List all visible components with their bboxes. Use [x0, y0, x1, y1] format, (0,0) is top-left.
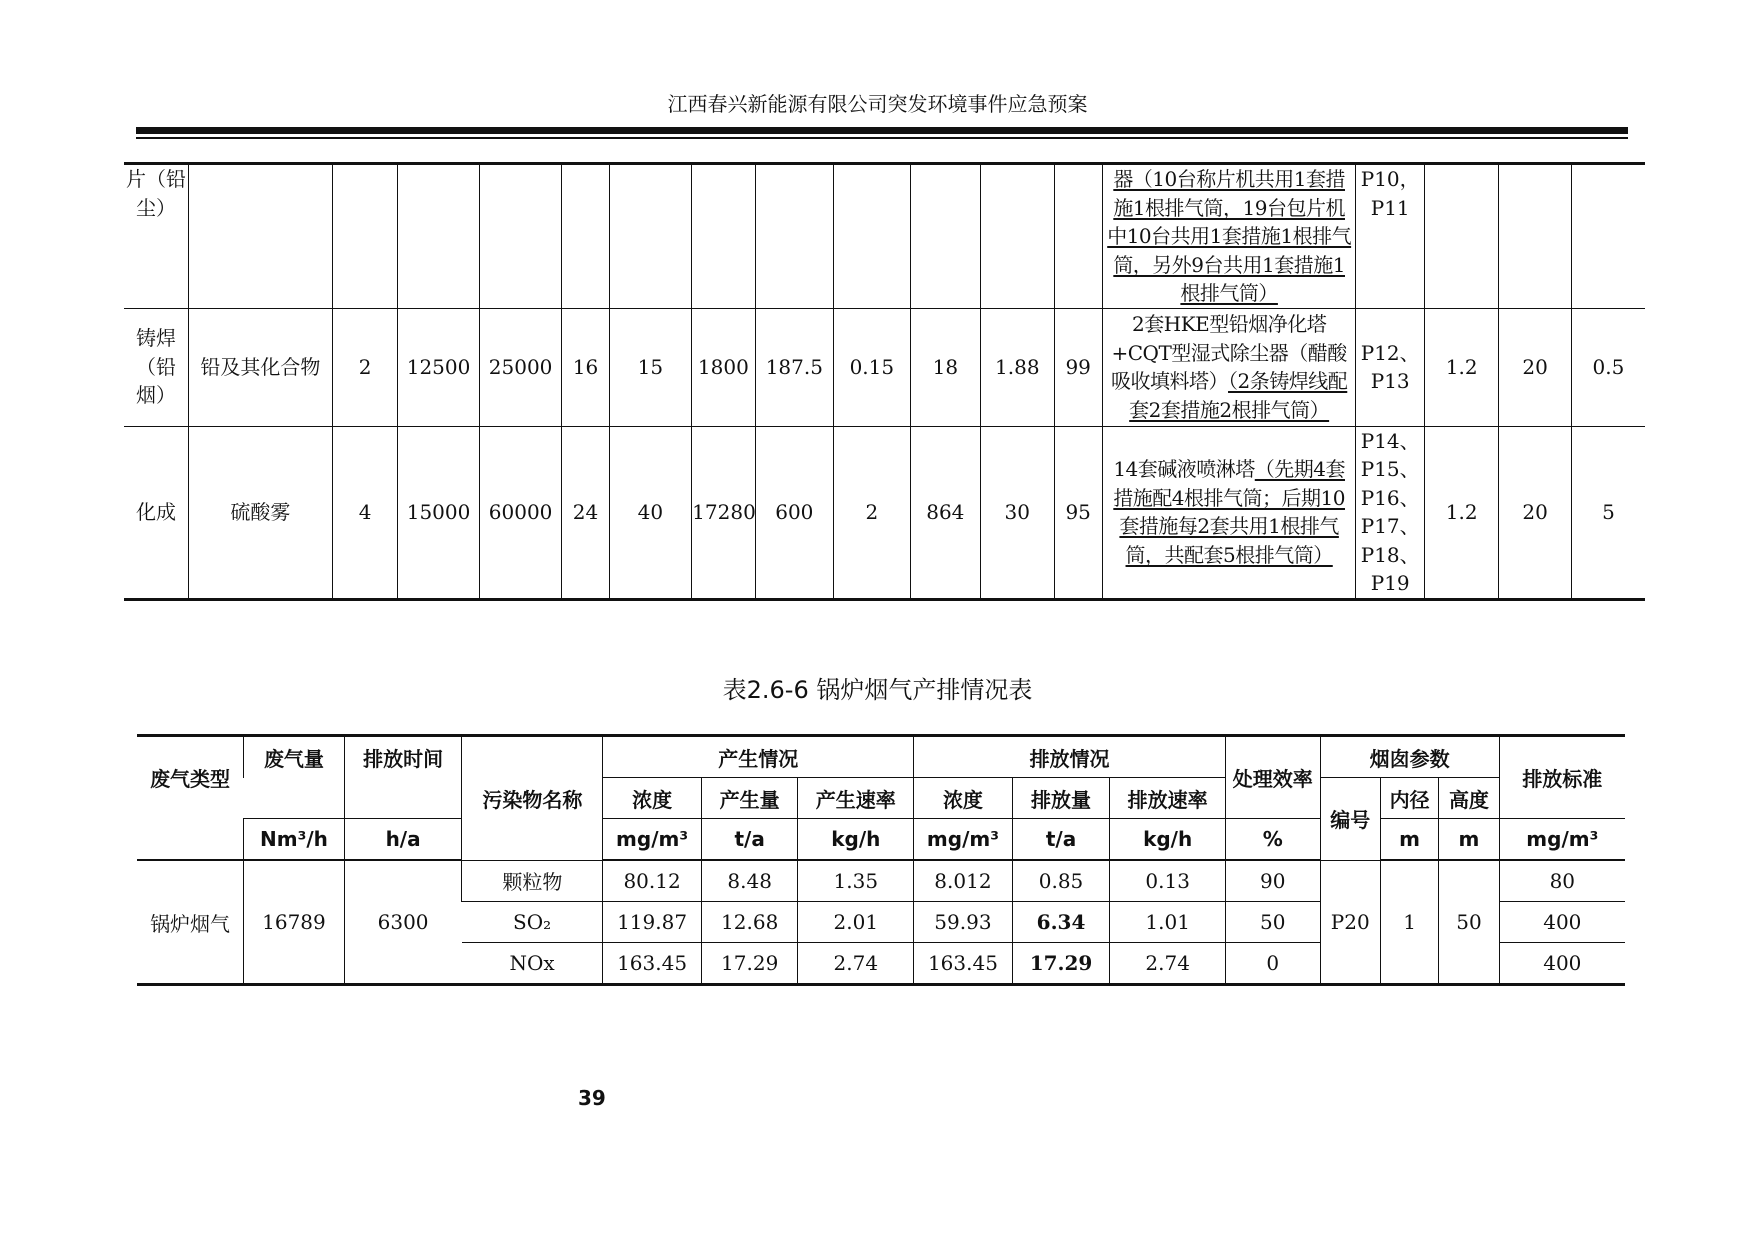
data-cell [609, 164, 692, 309]
gen-rate-cell: 2.01 [798, 902, 914, 943]
data-cell [1424, 164, 1498, 309]
outlet-item: P18、 [1360, 542, 1420, 567]
data-cell [398, 164, 480, 309]
data-cell: 15000 [398, 426, 480, 599]
outlet-item: P14、 [1360, 428, 1420, 453]
pollutant-cell: 铅及其化合物 [188, 308, 332, 426]
header-inner-diameter: 内径 [1380, 778, 1438, 819]
data-cell: 0.5 [1571, 308, 1645, 426]
page-number: 39 [578, 1086, 606, 1110]
data-cell [981, 164, 1054, 309]
outlet-cell: P10，P11 [1356, 164, 1424, 309]
header-height: 高度 [1439, 778, 1499, 819]
process-cell: 化成 [124, 426, 188, 599]
table-row [124, 426, 1645, 599]
dis-concentration-cell: 8.012 [914, 860, 1013, 902]
unit-gen-amount: t/a [701, 819, 798, 861]
data-cell [755, 164, 834, 309]
data-cell [1571, 164, 1645, 309]
unit-gas-volume: Nm³/h [244, 819, 345, 861]
data-cell: 1.88 [981, 308, 1054, 426]
table-row [137, 860, 1625, 902]
treatment-measure-text: 14套碱液喷淋塔 [1113, 457, 1255, 481]
efficiency-cell: 90 [1226, 860, 1321, 902]
header-rule-thin [136, 137, 1628, 139]
process-cell: 铸焊（铅烟） [124, 308, 188, 426]
unit-emission-time: h/a [344, 819, 462, 861]
data-cell: 12500 [398, 308, 480, 426]
data-cell: 15 [609, 308, 692, 426]
dis-rate-cell: 1.01 [1110, 902, 1226, 943]
data-cell [910, 164, 980, 309]
table-row [124, 308, 1645, 426]
header-gas-volume-spacer [244, 778, 345, 819]
gas-type-cell: 锅炉烟气 [137, 860, 244, 985]
header-gen-concentration: 浓度 [603, 778, 702, 819]
data-cell: 99 [1054, 308, 1102, 426]
data-cell: 1.2 [1424, 426, 1498, 599]
data-cell: 20 [1499, 308, 1571, 426]
treatment-measure-underlined: （先期4套措施配4根排气筒；后期10套措施每2套共用1根排气筒，共配套5根排气筒） [1113, 457, 1345, 567]
data-cell: 17280 [692, 426, 755, 599]
data-cell: 5 [1571, 426, 1645, 599]
data-cell [479, 164, 562, 309]
efficiency-cell: 50 [1226, 902, 1321, 943]
gen-concentration-cell: 163.45 [603, 943, 702, 985]
dis-amount-cell: 6.34 [1012, 902, 1110, 943]
gen-concentration-cell: 119.87 [603, 902, 702, 943]
unit-dis-amount: t/a [1012, 819, 1110, 861]
dis-concentration-cell: 59.93 [914, 902, 1013, 943]
header-standard: 排放标准 [1499, 736, 1625, 819]
outlet-item: P17、 [1360, 514, 1420, 538]
gen-rate-cell: 1.35 [798, 860, 914, 902]
data-cell: 20 [1499, 426, 1571, 599]
data-cell: 187.5 [755, 308, 834, 426]
boiler-flue-gas-table [137, 734, 1625, 986]
header-dis-rate: 排放速率 [1110, 778, 1226, 819]
data-cell: 16 [562, 308, 609, 426]
header-gen-rate: 产生速率 [798, 778, 914, 819]
unit-gen-rate: kg/h [798, 819, 914, 861]
chimney-id-cell: P20 [1320, 860, 1380, 985]
data-cell: 2 [332, 308, 397, 426]
unit-dis-rate: kg/h [1110, 819, 1226, 861]
data-cell [834, 164, 911, 309]
gas-volume-cell: 16789 [244, 860, 345, 985]
pollutant-cell: 硫酸雾 [188, 426, 332, 599]
header-rule-thick [136, 127, 1628, 134]
data-cell: 25000 [479, 308, 562, 426]
outlet-item: P16、 [1360, 485, 1420, 510]
data-cell [1499, 164, 1571, 309]
data-cell [332, 164, 397, 309]
data-cell: 1.2 [1424, 308, 1498, 426]
data-cell: 864 [910, 426, 980, 599]
header-generation: 产生情况 [603, 736, 914, 778]
header-dis-concentration: 浓度 [914, 778, 1013, 819]
gen-amount-cell: 12.68 [701, 902, 798, 943]
header-gen-amount: 产生量 [701, 778, 798, 819]
standard-cell: 80 [1499, 860, 1625, 902]
outlet-cell [1356, 426, 1424, 599]
data-cell: 60000 [479, 426, 562, 599]
unit-efficiency: % [1226, 819, 1321, 861]
data-cell [1054, 164, 1102, 309]
header-efficiency: 处理效率 [1226, 736, 1321, 819]
data-cell: 40 [609, 426, 692, 599]
dis-concentration-cell: 163.45 [914, 943, 1013, 985]
data-cell: 95 [1054, 426, 1102, 599]
data-cell: 24 [562, 426, 609, 599]
document-header-title: 江西春兴新能源有限公司突发环境事件应急预案 [667, 92, 1088, 116]
gen-amount-cell: 17.29 [701, 943, 798, 985]
height-cell: 50 [1439, 860, 1499, 985]
gen-concentration-cell: 80.12 [603, 860, 702, 902]
standard-cell: 400 [1499, 902, 1625, 943]
unit-gas-type-spacer [137, 819, 244, 861]
header-row [137, 778, 1625, 819]
treatment-measure-cell [1102, 426, 1356, 599]
header-gas-volume: 废气量 [244, 736, 345, 778]
treatment-measure-underlined: 器（10台称片机共用1套措施1根排气筒，19台包片机中10台共用1套措施1根排气筒，另外9台共用1套措施1根排气筒） [1107, 167, 1352, 305]
data-cell [562, 164, 609, 309]
outlet-item: P15、 [1360, 457, 1420, 481]
unit-gen-concentration: mg/m³ [603, 819, 702, 861]
inner-diameter-cell: 1 [1380, 860, 1438, 985]
gen-rate-cell: 2.74 [798, 943, 914, 985]
header-dis-amount: 排放量 [1012, 778, 1110, 819]
data-cell: 18 [910, 308, 980, 426]
efficiency-cell: 0 [1226, 943, 1321, 985]
header-emission-time-spacer [344, 778, 462, 819]
header-emission-time: 排放时间 [344, 736, 462, 778]
header-chimney: 烟囱参数 [1320, 736, 1499, 778]
data-cell: 2 [834, 426, 911, 599]
data-cell: 0.15 [834, 308, 911, 426]
header-discharge: 排放情况 [914, 736, 1226, 778]
dis-amount-cell: 17.29 [1012, 943, 1110, 985]
dis-rate-cell: 2.74 [1110, 943, 1226, 985]
treatment-measure-cell [1102, 308, 1356, 426]
treatment-measure-cell [1102, 164, 1356, 309]
dis-amount-cell: 0.85 [1012, 860, 1110, 902]
data-cell: 1800 [692, 308, 755, 426]
unit-standard: mg/m³ [1499, 819, 1625, 861]
header-gas-type: 废气类型 [150, 767, 231, 792]
emission-time-cell: 6300 [344, 860, 462, 985]
treatment-measure-text: 2套HKE型铅烟净化塔+CQT型湿式除尘器（醋酸吸收填料塔） [1111, 312, 1347, 393]
outlet-item: P19 [1370, 571, 1410, 595]
process-cell: 片（铅尘） [125, 167, 186, 220]
outlet-cell: P12、P13 [1356, 308, 1424, 426]
standard-cell: 400 [1499, 943, 1625, 985]
pollutant-cell [188, 164, 332, 309]
pollutant-cell: NOx [462, 943, 603, 985]
data-cell: 4 [332, 426, 397, 599]
unit-row [137, 819, 1625, 861]
gen-amount-cell: 8.48 [701, 860, 798, 902]
unit-height: m [1439, 819, 1499, 861]
header-row [137, 736, 1625, 778]
data-cell [692, 164, 755, 309]
table-row [124, 164, 1645, 309]
pollutant-cell: 颗粒物 [462, 860, 603, 902]
dis-rate-cell: 0.13 [1110, 860, 1226, 902]
pollutant-cell: SO₂ [462, 902, 603, 943]
header-pollutant-name: 污染物名称 [462, 736, 603, 861]
unit-inner-diameter: m [1380, 819, 1438, 861]
unit-dis-concentration: mg/m³ [914, 819, 1013, 861]
treatment-measure-underlined: （2条铸焊线配套2套措施2根排气筒） [1129, 369, 1348, 422]
data-cell: 30 [981, 426, 1054, 599]
emission-continuation-table [124, 162, 1645, 601]
header-chimney-id: 编号 [1320, 778, 1380, 861]
data-cell: 600 [755, 426, 834, 599]
table-caption: 表2.6-6 锅炉烟气产排情况表 [722, 676, 1033, 704]
